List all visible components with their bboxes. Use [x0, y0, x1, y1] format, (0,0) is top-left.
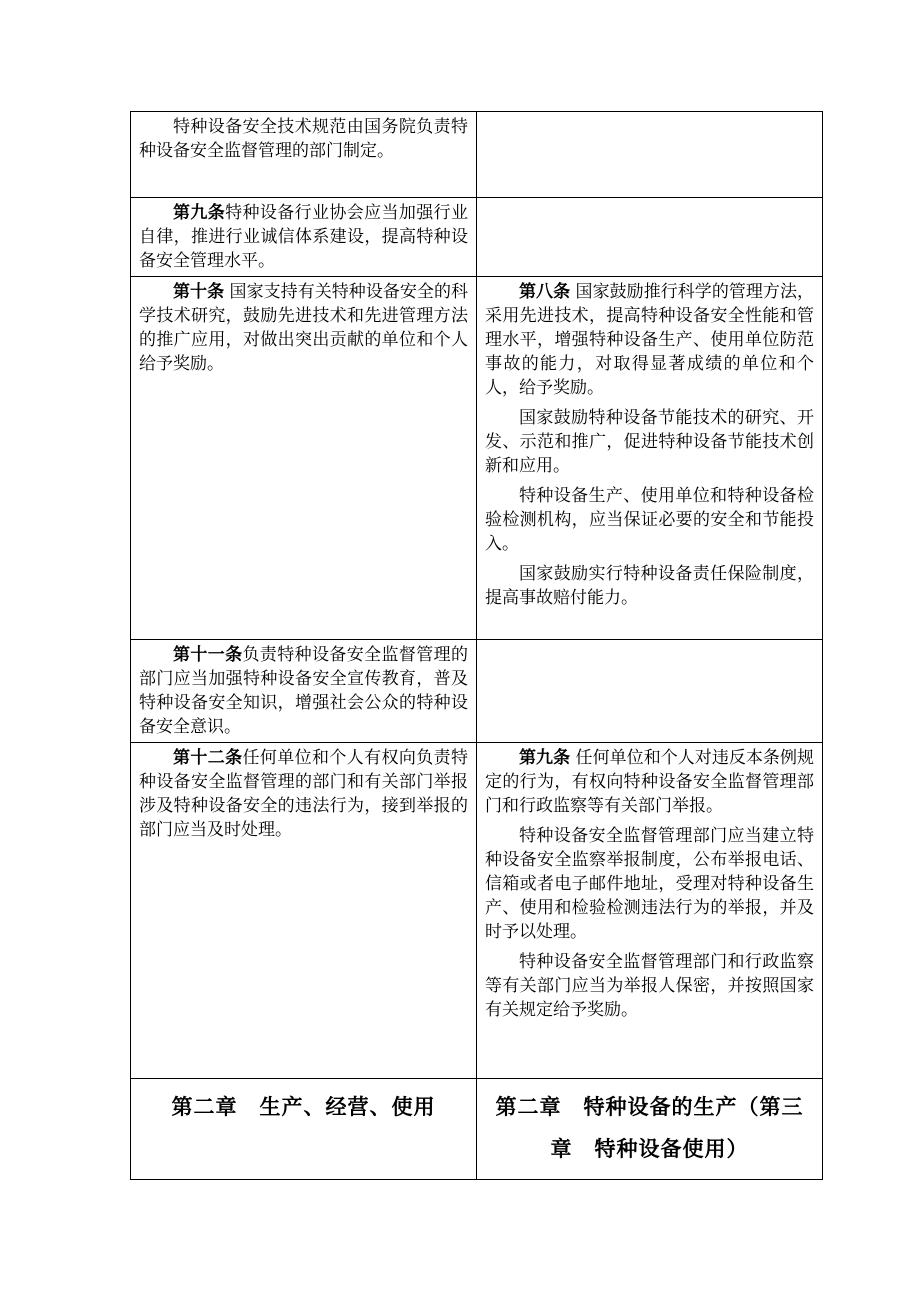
paragraph [485, 280, 814, 400]
table-row [131, 112, 823, 198]
table-row [131, 743, 823, 1079]
cell-row4-right [477, 640, 823, 743]
article-text: 任何单位和个人对违反本条例规定的行为，有权向特种设备安全监督管理部门和行政监察等有关部门举报。 [485, 748, 815, 816]
article-number: 第十二条 [173, 748, 243, 768]
cell-row5-right [477, 743, 823, 1079]
article-text: 负责特种设备安全监督管理的部门应当加强特种设备安全宣传教育，普及特种设备安全知识，增强社会公众的特种设备安全意识。 [139, 645, 468, 737]
article-text: 特种设备安全技术规范由国务院负责特种设备安全监督管理的部门制定。 [139, 117, 468, 161]
article-text: 任何单位和个人有权向负责特种设备安全监督管理的部门和有关部门举报涉及特种设备安全的违法行为，接到举报的部门应当及时处理。 [139, 748, 468, 840]
paragraph [139, 115, 468, 163]
article-text: 特种设备安全监督管理部门和行政监察等有关部门应当为举报人保密，并按照国家有关规定给予奖励。 [485, 952, 814, 1020]
paragraph [485, 484, 814, 556]
cell-row3-left [131, 277, 477, 640]
cell-row4-left [131, 640, 477, 743]
paragraph [485, 406, 814, 478]
paragraph [139, 643, 468, 739]
paragraph [139, 280, 468, 376]
cell-row1-left [131, 112, 477, 198]
chapter-cell-left [131, 1079, 477, 1180]
article-text: 特种设备行业协会应当加强行业自律，推进行业诚信体系建设，提高特种设备安全管理水平。 [139, 203, 468, 271]
article-text: 特种设备生产、使用单位和特种设备检验检测机构，应当保证必要的安全和节能投入。 [485, 486, 814, 554]
paragraph [139, 201, 468, 273]
article-number: 第九条 [519, 748, 571, 768]
cell-row2-right [477, 198, 823, 277]
chapter-row [131, 1079, 823, 1180]
paragraph [485, 562, 814, 610]
cell-row2-left [131, 198, 477, 277]
article-text: 国家支持有关特种设备安全的科学技术研究，鼓励先进技术和先进管理方法的推广应用，对做出突出贡献的单位和个人给予奖励。 [139, 282, 469, 374]
table-row [131, 198, 823, 277]
paragraph [485, 824, 814, 944]
article-text: 国家鼓励特种设备节能技术的研究、开发、示范和推广，促进特种设备节能技术创新和应用。 [485, 408, 814, 476]
comparison-table [130, 111, 823, 1180]
paragraph [485, 746, 814, 818]
table-body [131, 112, 823, 1180]
article-number: 第十一条 [173, 645, 243, 665]
article-text: 特种设备安全监督管理部门应当建立特种设备安全监察举报制度，公布举报电话、信箱或者电子邮件地址，受理对特种设备生产、使用和检验检测违法行为的举报，并及时予以处理。 [485, 826, 814, 942]
cell-row3-right [477, 277, 823, 640]
table-row [131, 640, 823, 743]
article-number: 第九条 [173, 203, 226, 223]
cell-row1-right [477, 112, 823, 198]
paragraph [139, 746, 468, 842]
chapter-heading-right: 第二章 特种设备的生产（第三章 特种设备使用） [495, 1095, 804, 1161]
article-text: 国家鼓励推行科学的管理方法，采用先进技术，提高特种设备安全性能和管理水平，增强特种设备生产、使用单位防范事故的能力，对取得显著成绩的单位和个人，给予奖励。 [485, 282, 815, 398]
article-number: 第八条 [519, 282, 571, 302]
paragraph [485, 950, 814, 1022]
cell-row5-left [131, 743, 477, 1079]
article-number: 第十条 [173, 282, 225, 302]
table-row [131, 277, 823, 640]
chapter-heading-left: 第二章 生产、经营、使用 [171, 1095, 436, 1119]
chapter-cell-right [477, 1079, 823, 1180]
article-text: 国家鼓励实行特种设备责任保险制度，提高事故赔付能力。 [485, 564, 814, 608]
